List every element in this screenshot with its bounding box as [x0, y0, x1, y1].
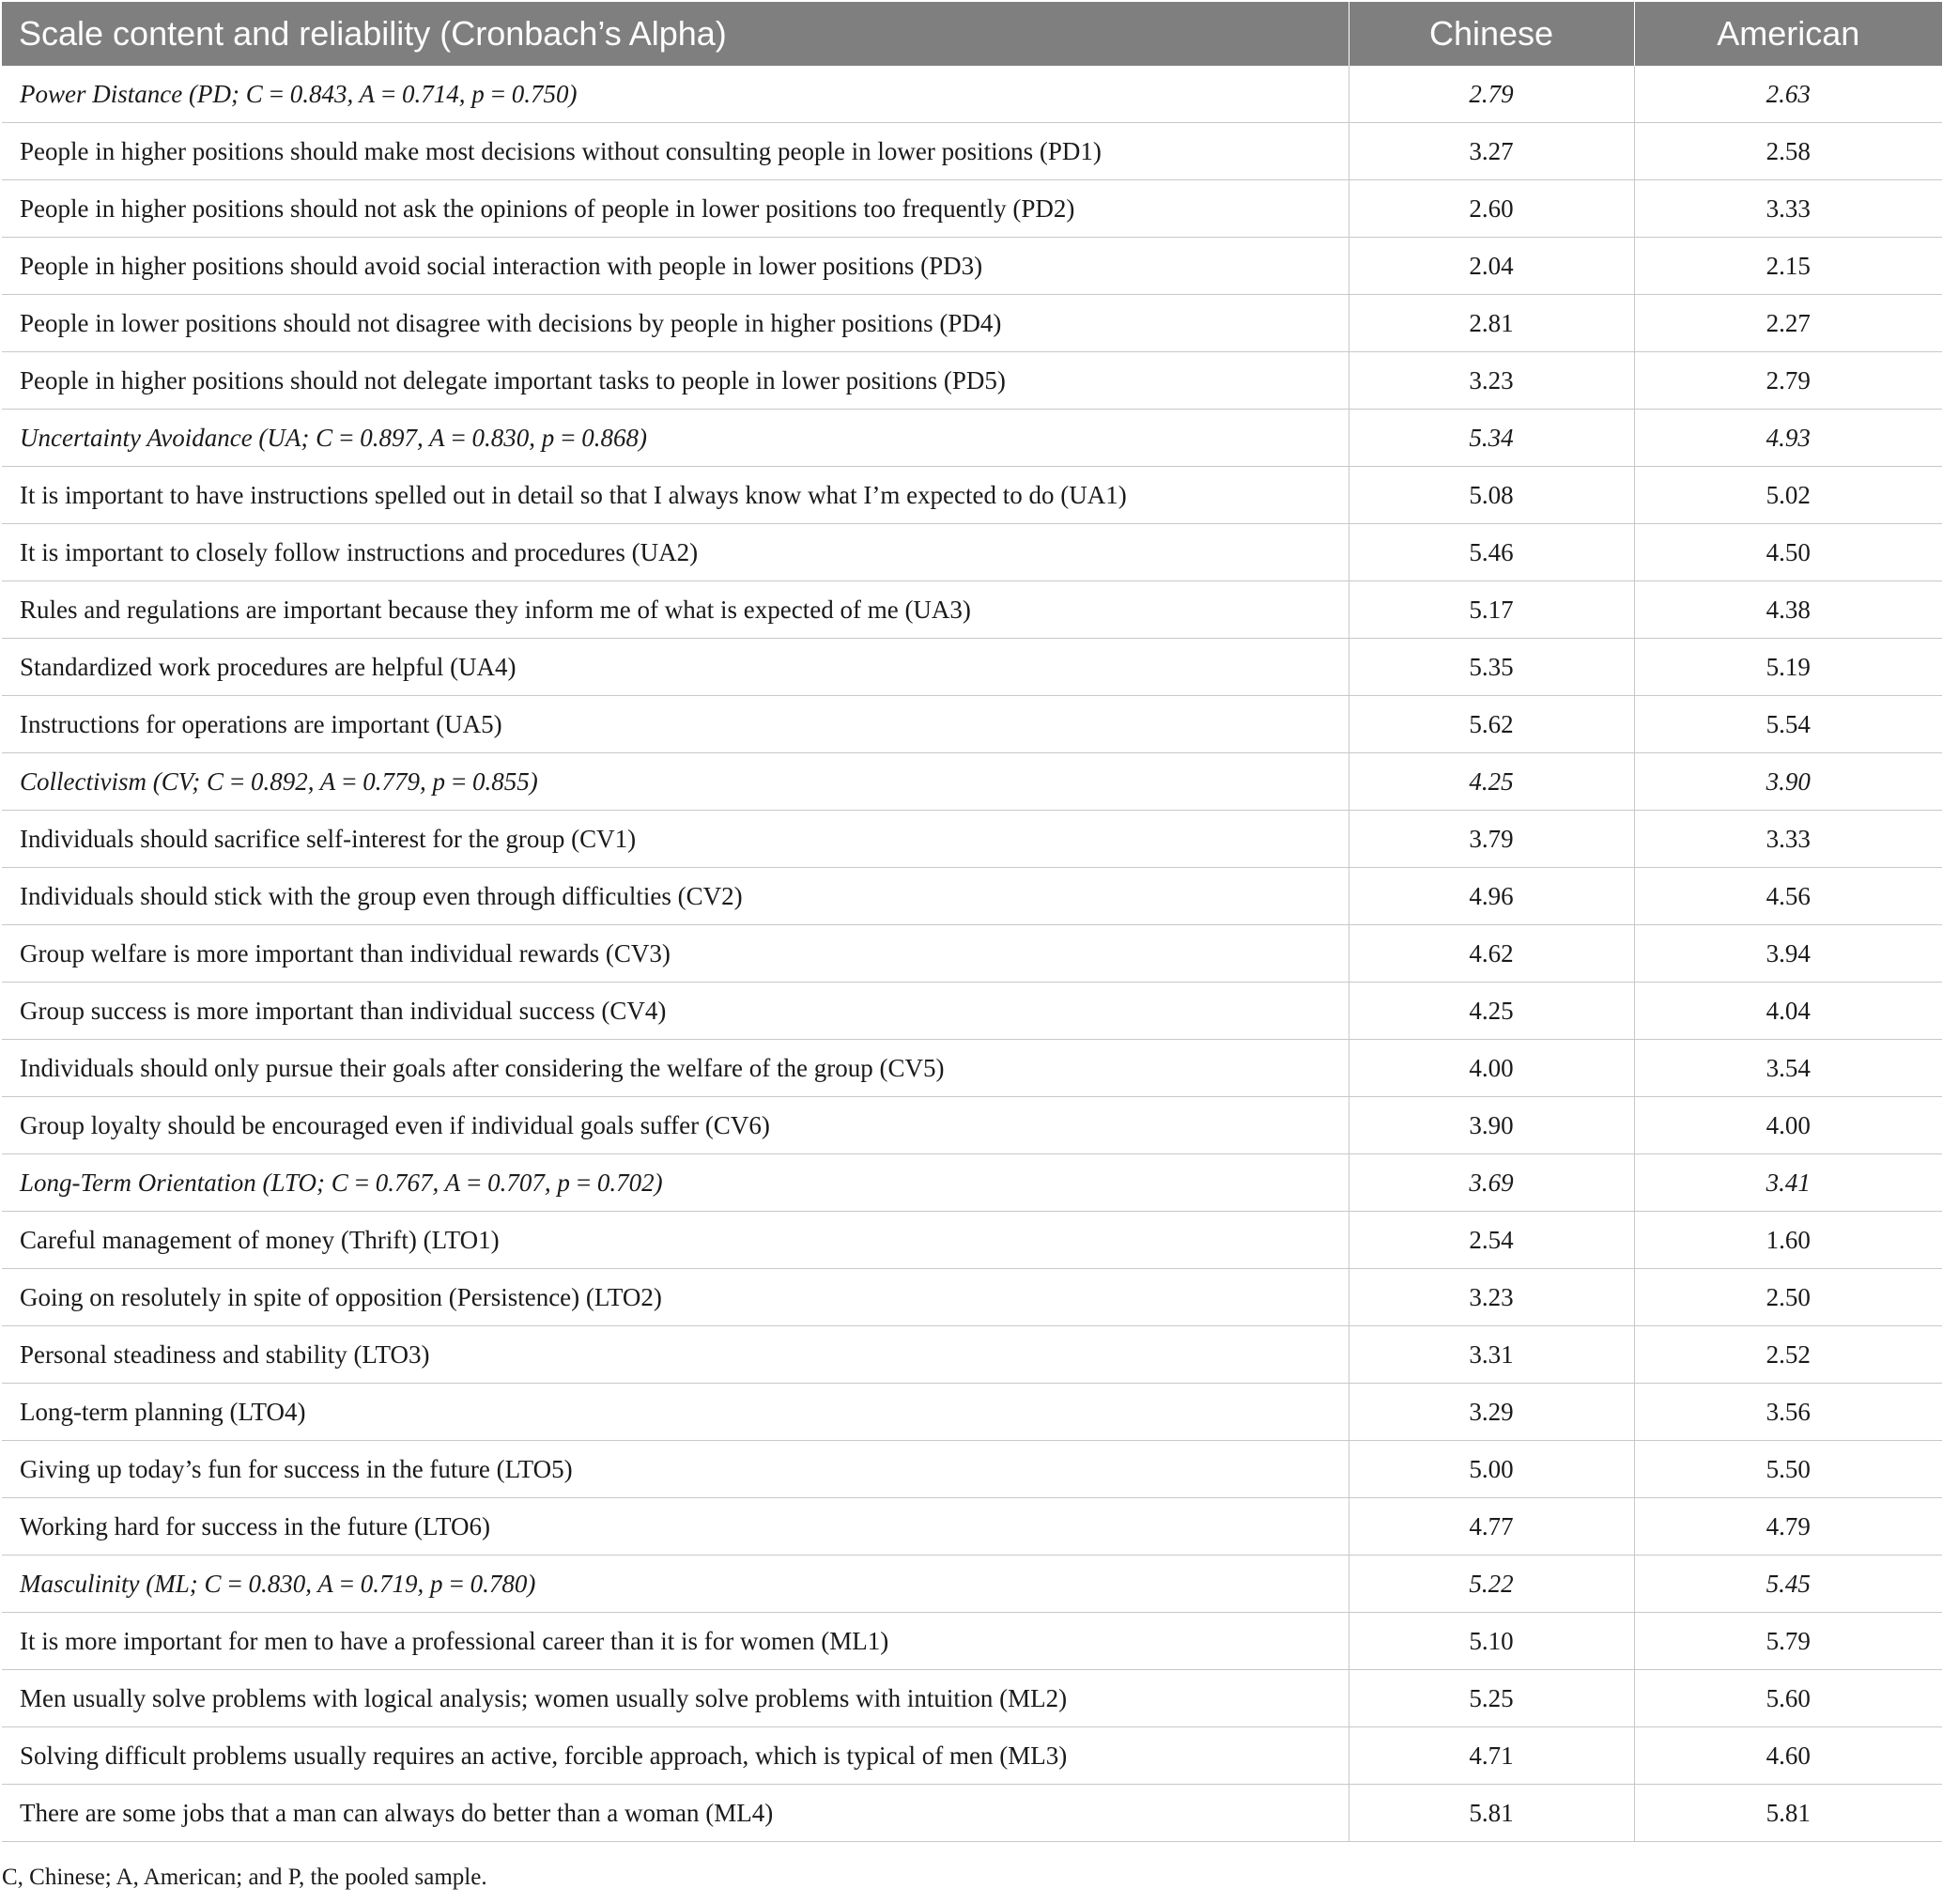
table-row-item [2, 123, 1942, 180]
cell-american: 1.60 [1634, 1212, 1942, 1269]
cell-american: 2.15 [1634, 238, 1942, 295]
cell-scale-content: People in higher positions should not ask the opinions of people in lower positions too frequently (PD2) [2, 180, 1349, 238]
cell-chinese: 2.04 [1349, 238, 1634, 295]
cell-scale-content: People in higher positions should not delegate important tasks to people in lower positions (PD5) [2, 352, 1349, 410]
cell-american: 2.50 [1634, 1269, 1942, 1326]
cell-chinese: 2.54 [1349, 1212, 1634, 1269]
table-row-scale [2, 1154, 1942, 1212]
cell-american: 5.60 [1634, 1670, 1942, 1727]
cell-american: 3.94 [1634, 925, 1942, 983]
cell-scale-content: Standardized work procedures are helpful (UA4) [2, 639, 1349, 696]
table-row-item [2, 1384, 1942, 1441]
table-row-item [2, 1498, 1942, 1556]
cell-scale-content: Rules and regulations are important because they inform me of what is expected of me (UA3) [2, 581, 1349, 639]
cell-scale-content: Group success is more important than individual success (CV4) [2, 983, 1349, 1040]
cell-scale-content: Giving up today’s fun for success in the future (LTO5) [2, 1441, 1349, 1498]
cell-chinese: 2.81 [1349, 295, 1634, 352]
table-row-item [2, 1326, 1942, 1384]
cell-chinese: 3.69 [1349, 1154, 1634, 1212]
cell-chinese: 2.60 [1349, 180, 1634, 238]
cell-chinese: 4.96 [1349, 868, 1634, 925]
cell-american: 2.52 [1634, 1326, 1942, 1384]
cell-american: 2.27 [1634, 295, 1942, 352]
cell-american: 5.45 [1634, 1556, 1942, 1613]
cell-chinese: 5.08 [1349, 467, 1634, 524]
table-row-item [2, 1670, 1942, 1727]
table-row-item [2, 581, 1942, 639]
cell-scale-content: Instructions for operations are important (UA5) [2, 696, 1349, 753]
cell-chinese: 4.71 [1349, 1727, 1634, 1785]
cell-chinese: 3.90 [1349, 1097, 1634, 1154]
cell-scale-content: Individuals should sacrifice self-interest for the group (CV1) [2, 811, 1349, 868]
cell-chinese: 2.79 [1349, 66, 1634, 123]
table-row-item [2, 1097, 1942, 1154]
cell-scale-content: Group welfare is more important than individual rewards (CV3) [2, 925, 1349, 983]
cell-chinese: 5.00 [1349, 1441, 1634, 1498]
cell-american: 2.79 [1634, 352, 1942, 410]
cell-american: 4.60 [1634, 1727, 1942, 1785]
cell-scale-content: Going on resolutely in spite of opposition (Persistence) (LTO2) [2, 1269, 1349, 1326]
header-scale-content: Scale content and reliability (Cronbach’s Alpha) [2, 2, 1349, 66]
cell-scale-content: There are some jobs that a man can always do better than a woman (ML4) [2, 1785, 1349, 1842]
table-row-item [2, 295, 1942, 352]
cell-scale-content: Long-term planning (LTO4) [2, 1384, 1349, 1441]
cell-chinese: 3.31 [1349, 1326, 1634, 1384]
table-header-row [2, 2, 1942, 66]
cell-scale-content: Masculinity (ML; C = 0.830, A = 0.719, p = 0.780) [2, 1556, 1349, 1613]
cell-chinese: 4.25 [1349, 983, 1634, 1040]
cell-scale-content: People in lower positions should not disagree with decisions by people in higher positions (PD4) [2, 295, 1349, 352]
cell-scale-content: Collectivism (CV; C = 0.892, A = 0.779, p = 0.855) [2, 753, 1349, 811]
cell-chinese: 5.46 [1349, 524, 1634, 581]
cell-scale-content: It is more important for men to have a professional career than it is for women (ML1) [2, 1613, 1349, 1670]
cell-american: 4.93 [1634, 410, 1942, 467]
cell-chinese: 5.25 [1349, 1670, 1634, 1727]
table-row-item [2, 925, 1942, 983]
cell-chinese: 5.10 [1349, 1613, 1634, 1670]
table-row-scale [2, 1556, 1942, 1613]
table-row-item [2, 1040, 1942, 1097]
cell-american: 2.63 [1634, 66, 1942, 123]
cell-american: 3.90 [1634, 753, 1942, 811]
cell-american: 2.58 [1634, 123, 1942, 180]
table-row-scale [2, 410, 1942, 467]
table-row-item [2, 524, 1942, 581]
cell-american: 3.41 [1634, 1154, 1942, 1212]
table-row-item [2, 1727, 1942, 1785]
table-row-item [2, 1212, 1942, 1269]
cell-chinese: 3.23 [1349, 352, 1634, 410]
table-row-item [2, 1441, 1942, 1498]
cell-american: 3.56 [1634, 1384, 1942, 1441]
cell-scale-content: Personal steadiness and stability (LTO3) [2, 1326, 1349, 1384]
cell-scale-content: People in higher positions should make most decisions without consulting people in lower positions (PD1) [2, 123, 1349, 180]
table-row-item [2, 1785, 1942, 1842]
cell-american: 4.00 [1634, 1097, 1942, 1154]
table-row-item [2, 352, 1942, 410]
cell-chinese: 5.62 [1349, 696, 1634, 753]
cell-scale-content: Uncertainty Avoidance (UA; C = 0.897, A = 0.830, p = 0.868) [2, 410, 1349, 467]
cell-chinese: 3.29 [1349, 1384, 1634, 1441]
data-table-container [2, 2, 1942, 1842]
cell-scale-content: It is important to have instructions spelled out in detail so that I always know what I’m expected to do (UA1) [2, 467, 1349, 524]
cell-scale-content: Men usually solve problems with logical analysis; women usually solve problems with intuition (ML2) [2, 1670, 1349, 1727]
cell-chinese: 3.79 [1349, 811, 1634, 868]
scale-reliability-table [2, 2, 1942, 1842]
table-row-item [2, 868, 1942, 925]
table-row-item [2, 639, 1942, 696]
cell-scale-content: Long-Term Orientation (LTO; C = 0.767, A = 0.707, p = 0.702) [2, 1154, 1349, 1212]
cell-chinese: 3.23 [1349, 1269, 1634, 1326]
cell-american: 5.50 [1634, 1441, 1942, 1498]
cell-american: 4.38 [1634, 581, 1942, 639]
table-row-item [2, 180, 1942, 238]
table-row-item [2, 1269, 1942, 1326]
cell-scale-content: Individuals should stick with the group even through difficulties (CV2) [2, 868, 1349, 925]
cell-american: 3.33 [1634, 180, 1942, 238]
cell-american: 4.50 [1634, 524, 1942, 581]
cell-american: 5.79 [1634, 1613, 1942, 1670]
cell-scale-content: Working hard for success in the future (LTO6) [2, 1498, 1349, 1556]
cell-chinese: 5.22 [1349, 1556, 1634, 1613]
cell-chinese: 3.27 [1349, 123, 1634, 180]
header-american: American [1634, 2, 1942, 66]
cell-chinese: 4.77 [1349, 1498, 1634, 1556]
cell-american: 5.54 [1634, 696, 1942, 753]
cell-american: 5.19 [1634, 639, 1942, 696]
table-row-item [2, 467, 1942, 524]
cell-scale-content: Solving difficult problems usually requires an active, forcible approach, which is typical of men (ML3) [2, 1727, 1349, 1785]
table-row-item [2, 696, 1942, 753]
cell-american: 4.04 [1634, 983, 1942, 1040]
table-row-item [2, 238, 1942, 295]
table-footnote: C, Chinese; A, American; and P, the pooled sample. [2, 1865, 487, 1890]
cell-american: 5.81 [1634, 1785, 1942, 1842]
table-body [2, 66, 1942, 1842]
cell-american: 4.56 [1634, 868, 1942, 925]
cell-scale-content: People in higher positions should avoid social interaction with people in lower positions (PD3) [2, 238, 1349, 295]
cell-chinese: 5.35 [1349, 639, 1634, 696]
cell-chinese: 4.62 [1349, 925, 1634, 983]
cell-chinese: 4.00 [1349, 1040, 1634, 1097]
cell-scale-content: Power Distance (PD; C = 0.843, A = 0.714, p = 0.750) [2, 66, 1349, 123]
cell-american: 4.79 [1634, 1498, 1942, 1556]
cell-chinese: 4.25 [1349, 753, 1634, 811]
cell-scale-content: Group loyalty should be encouraged even if individual goals suffer (CV6) [2, 1097, 1349, 1154]
table-row-scale [2, 753, 1942, 811]
cell-american: 3.33 [1634, 811, 1942, 868]
cell-scale-content: Individuals should only pursue their goals after considering the welfare of the group (CV5) [2, 1040, 1349, 1097]
cell-scale-content: Careful management of money (Thrift) (LTO1) [2, 1212, 1349, 1269]
header-chinese: Chinese [1349, 2, 1634, 66]
table-row-item [2, 983, 1942, 1040]
cell-american: 5.02 [1634, 467, 1942, 524]
cell-chinese: 5.81 [1349, 1785, 1634, 1842]
cell-chinese: 5.34 [1349, 410, 1634, 467]
table-row-item [2, 1613, 1942, 1670]
cell-american: 3.54 [1634, 1040, 1942, 1097]
cell-chinese: 5.17 [1349, 581, 1634, 639]
table-row-item [2, 811, 1942, 868]
table-row-scale [2, 66, 1942, 123]
cell-scale-content: It is important to closely follow instructions and procedures (UA2) [2, 524, 1349, 581]
